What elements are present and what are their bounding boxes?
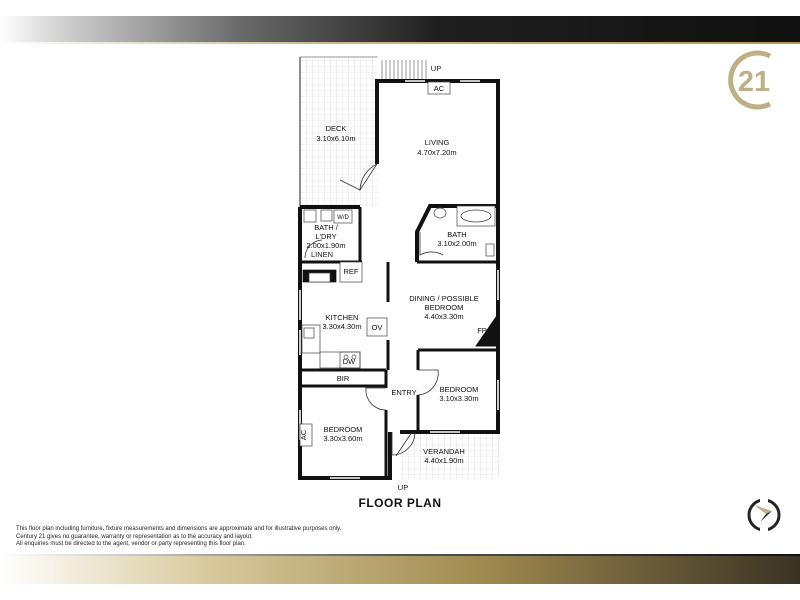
kitchen-label: KITCHEN: [325, 313, 359, 322]
dining-label-2: BEDROOM: [424, 303, 464, 312]
century21-logo: [731, 53, 771, 107]
bedroom2-size: 3.10x3.30m: [439, 394, 479, 403]
footer-gradient-bar: [0, 556, 800, 584]
disclaimer-line-1: This floor plan including furniture, fixture measurements and dimensions are approximate and for illustrative purposes only.: [16, 526, 342, 532]
up-top-label: UP: [430, 64, 442, 73]
disclaimer-line-2: Century 21 gives no guarantee, warranty or representation as to the accuracy and layout.: [16, 533, 253, 540]
logo-text: 21: [737, 66, 771, 98]
bath-ldry-label-2: L'DRY: [315, 232, 337, 241]
ac-top-label: AC: [433, 84, 445, 93]
dining-size: 4.40x3.30m: [424, 312, 464, 321]
kitchen-size: 3.30x4.30m: [322, 322, 362, 331]
bath-size: 3.10x2.00m: [437, 239, 477, 248]
fp-dining-label: FP: [477, 326, 487, 335]
deck-stairs: [382, 60, 426, 79]
bedroom2-label: BEDROOM: [439, 385, 479, 394]
entry-label: ENTRY: [391, 388, 417, 397]
bedroom1-label: BEDROOM: [323, 425, 363, 434]
verandah-size: 4.40x1.90m: [424, 456, 464, 465]
bir-label: BIR: [336, 374, 350, 383]
living-label: LIVING: [424, 138, 450, 147]
ov-label: OV: [371, 323, 383, 332]
disclaimer-line-3: All enquiries must be directed to the agent, vendor or party representing this floor plan.: [16, 541, 246, 548]
bedroom1-size: 3.30x3.60m: [323, 434, 363, 443]
bath-label: BATH: [447, 230, 467, 239]
ref-label: REF: [343, 267, 359, 276]
verandah-label: VERANDAH: [423, 447, 465, 456]
living-size: 4.70x7.20m: [417, 148, 457, 157]
fp-kitchen-label: FP: [314, 273, 324, 282]
dw-label: DW: [342, 357, 356, 366]
deck-label: DECK: [325, 124, 347, 133]
linen-label: LINEN: [310, 250, 334, 259]
compass-icon: [749, 496, 779, 534]
wd-label: W/D: [337, 215, 349, 221]
plan-title: FLOOR PLAN: [358, 496, 442, 510]
bath-ldry-size: 2.00x1.90m: [306, 241, 346, 250]
deck-size: 3.10x6.10m: [316, 134, 356, 143]
dining-label: DINING / POSSIBLE: [409, 294, 479, 303]
ac-side-label: AC: [299, 429, 308, 441]
bath-ldry-label: BATH /: [314, 223, 338, 232]
up-bottom-label: UP: [397, 483, 409, 492]
disclaimer: [16, 526, 536, 549]
